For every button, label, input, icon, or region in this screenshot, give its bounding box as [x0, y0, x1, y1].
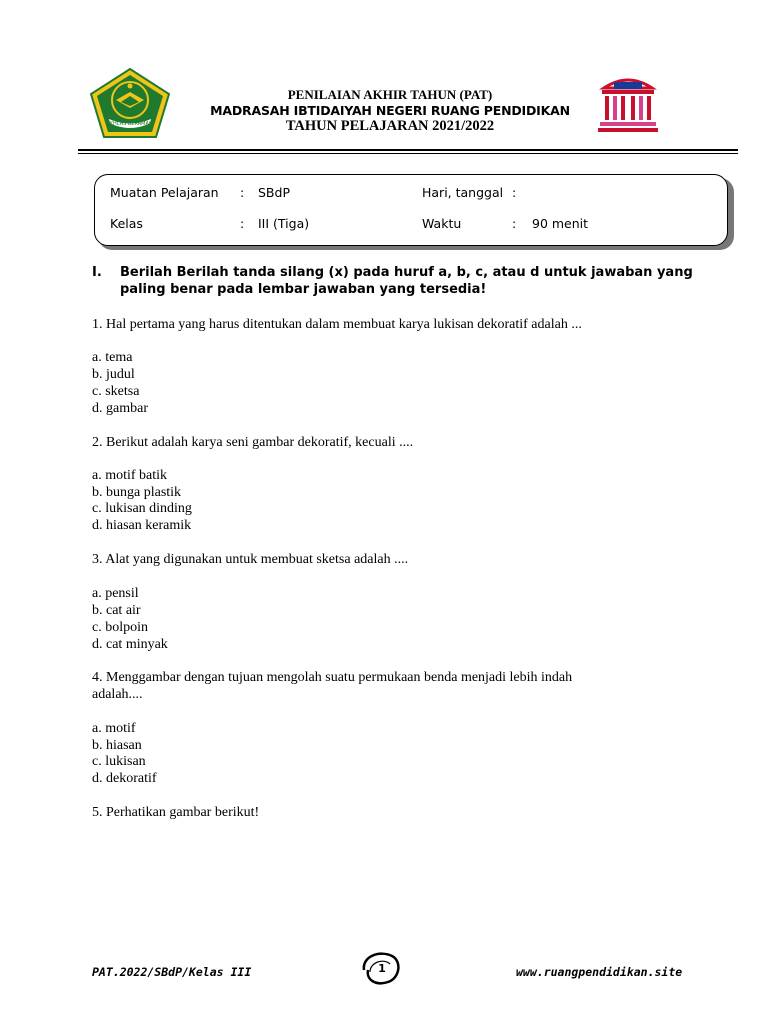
- page-number: 1: [378, 962, 386, 975]
- question-2-option-d: d. hiasan keramik: [92, 518, 192, 533]
- question-5: 5. Perhatikan gambar berikut!: [92, 805, 260, 820]
- question-1: 1. Hal pertama yang harus ditentukan dalam membuat karya lukisan dekoratif adalah ...: [92, 317, 582, 332]
- footer-website: www.ruangpendidikan.site: [516, 965, 683, 979]
- day-label: Hari, tanggal: [422, 185, 504, 200]
- question-2: 2. Berikut adalah karya seni gambar dekoratif, kecuali ....: [92, 435, 414, 450]
- class-separator: :: [240, 216, 245, 231]
- academic-year: TAHUN PELAJARAN 2021/2022: [285, 118, 495, 134]
- question-4-option-a: a. motif: [92, 721, 136, 736]
- question-4-option-b: b. hiasan: [92, 738, 142, 753]
- time-separator: :: [512, 216, 517, 231]
- question-1-option-c: c. sketsa: [92, 384, 140, 399]
- time-label: Waktu: [422, 216, 462, 231]
- emblem-ribbon-text: IKHLAS BERAMAL: [108, 121, 152, 127]
- class-label: Kelas: [110, 216, 143, 231]
- instruction-line-2: paling benar pada lembar jawaban yang tersedia!: [120, 282, 487, 297]
- question-3-option-b: b. cat air: [92, 603, 141, 618]
- question-4-line-1: 4. Menggambar dengan tujuan mengolah suatu permukaan benda menjadi lebih indah: [92, 670, 573, 685]
- subject-separator: :: [240, 185, 245, 200]
- question-2-option-c: c. lukisan dinding: [92, 501, 192, 516]
- question-3-option-a: a. pensil: [92, 586, 139, 601]
- question-4-option-d: d. dekoratif: [92, 771, 157, 786]
- subject-value: SBdP: [258, 185, 290, 200]
- section-number: I.: [92, 265, 102, 280]
- question-4-line-2: adalah....: [92, 687, 143, 702]
- time-value: 90 menit: [532, 216, 589, 231]
- question-4-option-c: c. lukisan: [92, 754, 146, 769]
- footer-doc-code: PAT.2022/SBdP/Kelas III: [92, 965, 252, 979]
- subject-label: Muatan Pelajaran: [110, 185, 219, 200]
- question-3-option-c: c. bolpoin: [92, 620, 148, 635]
- exam-title: PENILAIAN AKHIR TAHUN (PAT): [287, 87, 493, 102]
- school-name: MADRASAH IBTIDAIYAH NEGERI RUANG PENDIDIKAN: [210, 103, 570, 118]
- question-1-option-d: d. gambar: [92, 401, 148, 416]
- question-3: 3. Alat yang digunakan untuk membuat sketsa adalah ....: [92, 552, 409, 567]
- class-value: III (Tiga): [258, 216, 310, 231]
- question-2-option-a: a. motif batik: [92, 468, 168, 483]
- question-3-option-d: d. cat minyak: [92, 637, 168, 652]
- instruction-line-1: Berilah Berilah tanda silang (x) pada huruf a, b, c, atau d untuk jawaban yang: [120, 265, 693, 280]
- day-separator: :: [512, 185, 517, 200]
- question-1-option-a: a. tema: [92, 350, 133, 365]
- header-divider-thick: [78, 149, 738, 151]
- header-divider-thin: [78, 153, 738, 154]
- question-1-option-b: b. judul: [92, 367, 135, 382]
- question-2-option-b: b. bunga plastik: [92, 485, 182, 500]
